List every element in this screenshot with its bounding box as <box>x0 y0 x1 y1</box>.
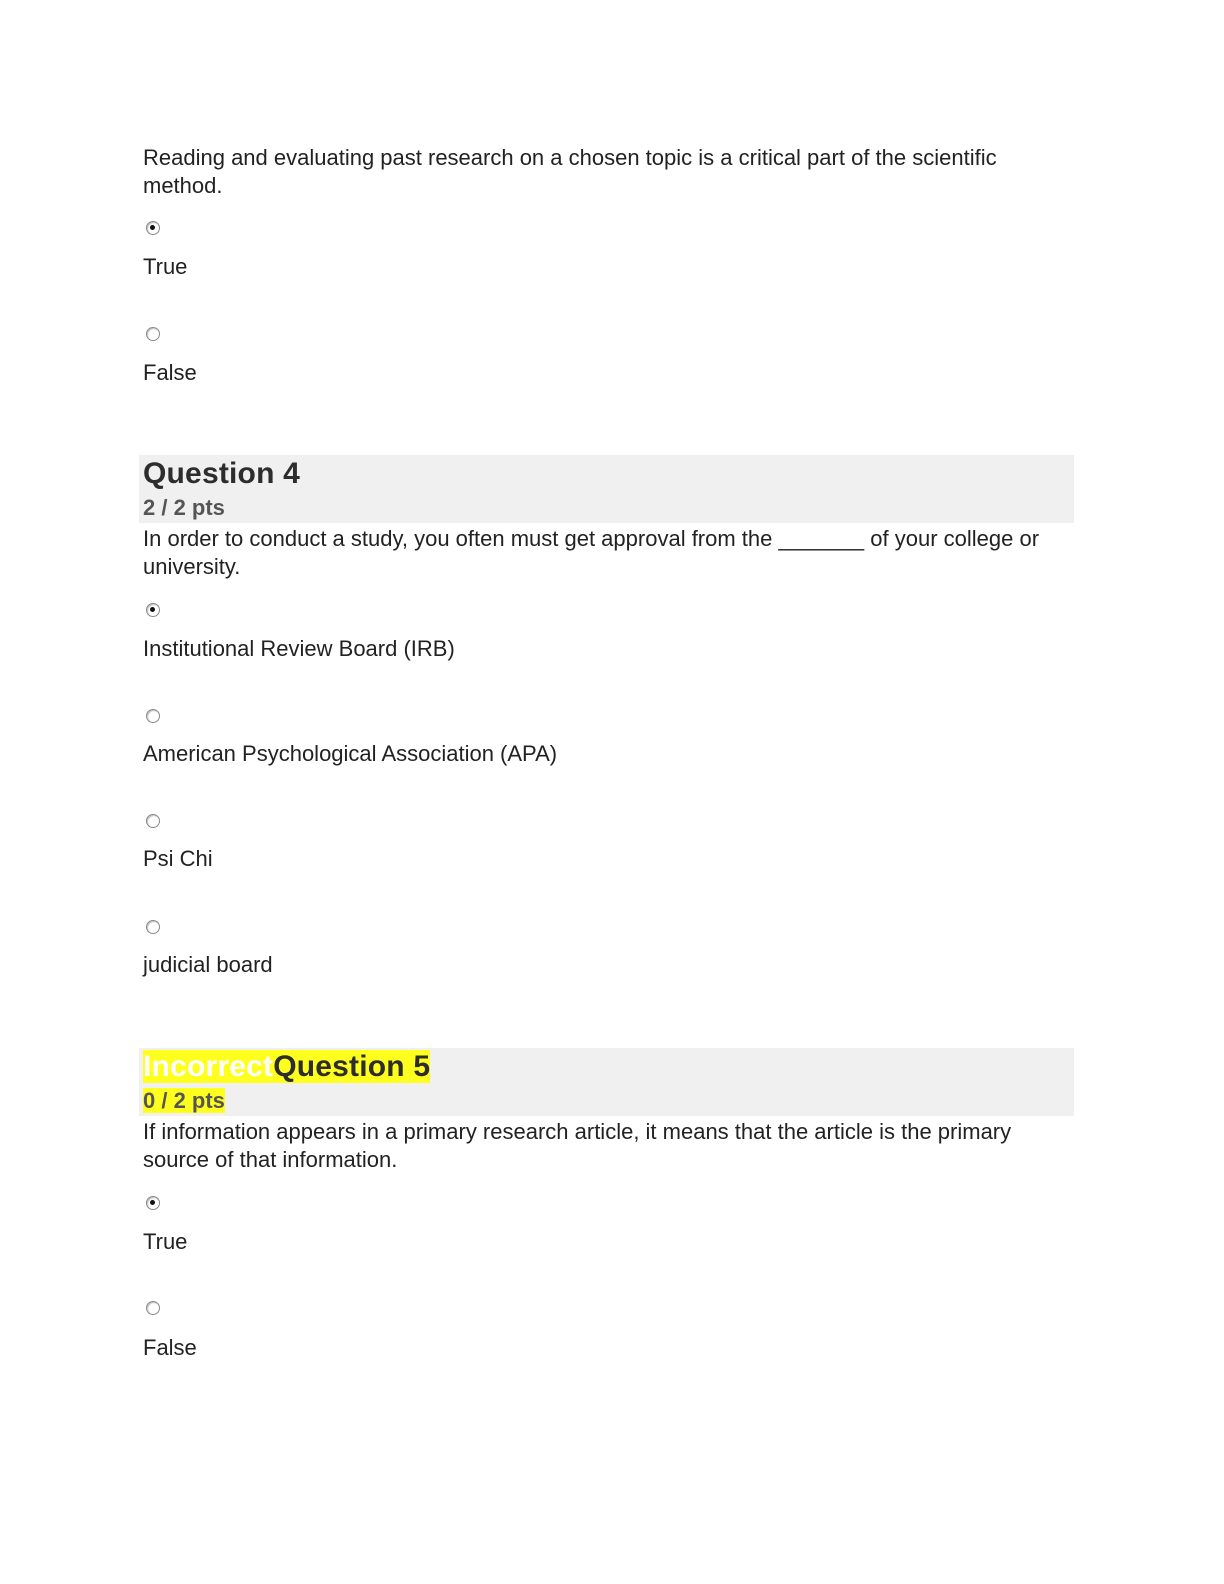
incorrect-badge: Incorrect <box>143 1050 274 1083</box>
answer-label: True <box>143 254 188 279</box>
answer-label: False <box>143 1335 197 1360</box>
question-4-title: Question 4 <box>143 457 301 490</box>
question-5-points: 0 / 2 pts <box>143 1088 225 1113</box>
radio-button[interactable] <box>146 327 160 341</box>
answer-label: judicial board <box>143 952 273 977</box>
question-4-points: 2 / 2 pts <box>143 495 225 520</box>
radio-button-selected[interactable] <box>146 1196 160 1210</box>
question-3-text: Reading and evaluating past research on a chosen topic is a critical part of the scientific method. <box>143 145 997 198</box>
answer-label: American Psychological Association (APA) <box>143 741 558 766</box>
radio-button[interactable] <box>146 814 160 828</box>
radio-button-selected[interactable] <box>146 221 160 235</box>
question-5-title: Question 5 <box>273 1050 431 1083</box>
radio-button[interactable] <box>146 709 160 723</box>
answer-label: True <box>143 1229 188 1254</box>
answer-label: False <box>143 360 197 385</box>
question-4-header <box>139 455 1074 523</box>
radio-button-selected[interactable] <box>146 603 160 617</box>
question-4-text: In order to conduct a study, you often must get approval from the _______ of your college or university. <box>143 526 1040 579</box>
answer-label: Institutional Review Board (IRB) <box>143 636 455 661</box>
question-5-text: If information appears in a primary research article, it means that the article is the primary source of that information. <box>143 1119 1012 1172</box>
radio-button[interactable] <box>146 1301 160 1315</box>
question-5-points-row <box>143 1088 225 1114</box>
radio-button[interactable] <box>146 920 160 934</box>
question-5-header <box>139 1048 1074 1116</box>
question-5-title-row <box>143 1050 430 1084</box>
answer-label: Psi Chi <box>143 846 213 871</box>
